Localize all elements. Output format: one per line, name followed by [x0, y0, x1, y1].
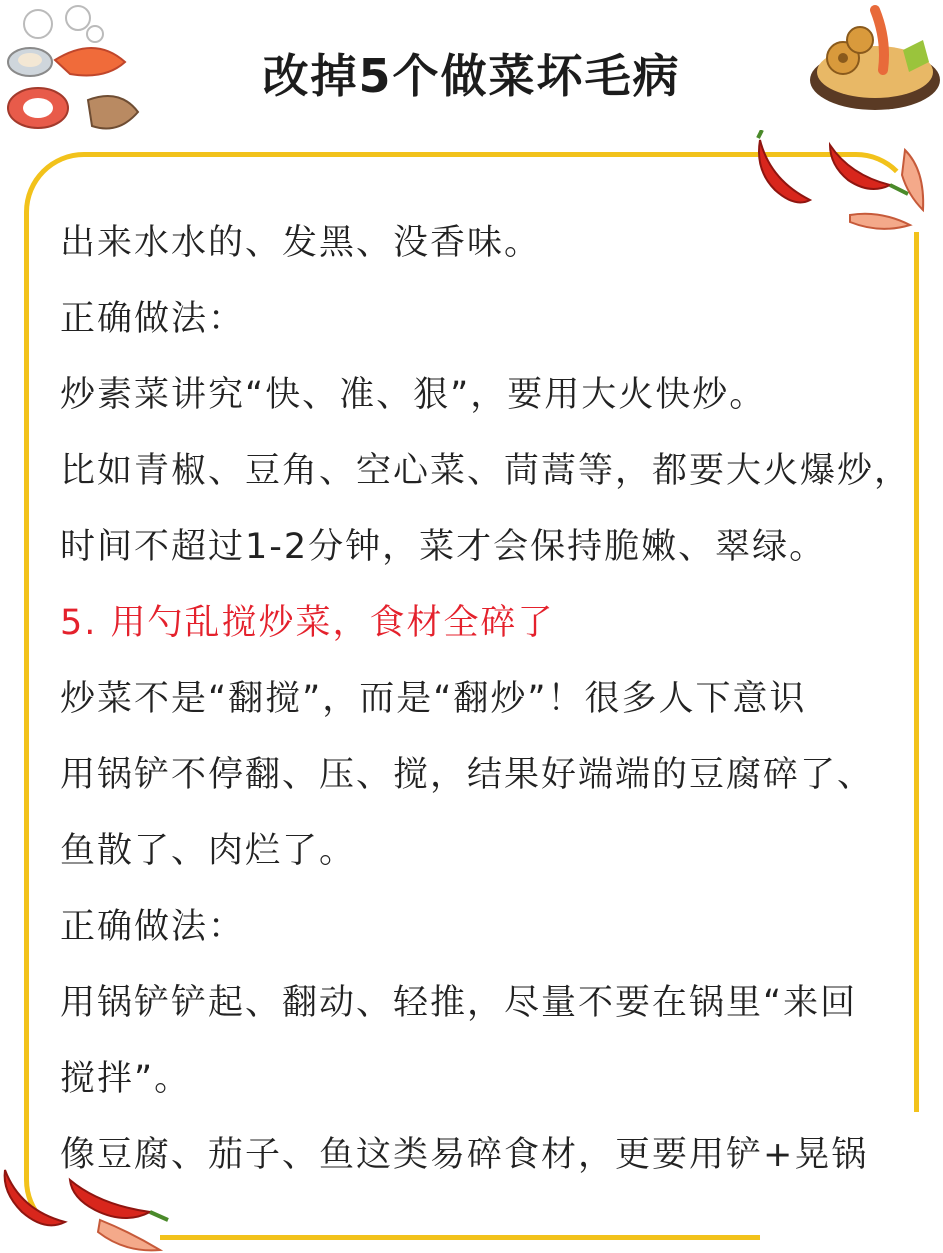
article-body: [60, 205, 912, 1193]
paragraph-line: 像豆腐、茄子、鱼这类易碎食材，更要用铲+晃锅: [60, 1135, 869, 1175]
paragraph-line: 炒素菜讲究“快、准、狠”，要用大火快炒。: [60, 375, 767, 415]
paragraph-line: 时间不超过1-2分钟，菜才会保持脆嫩、翠绿。: [60, 527, 827, 567]
paragraph-line: 用锅铲铲起、翻动、轻推，尽量不要在锅里“来回: [60, 983, 858, 1023]
page-title: 改掉5个做菜坏毛病: [262, 49, 681, 103]
paragraph-line: 出来水水的、发黑、没香味。: [60, 223, 542, 263]
paragraph-line: 正确做法：: [60, 299, 246, 339]
frame-bottom-edge: [160, 1235, 760, 1240]
section-heading: 5. 用勺乱搅炒菜，食材全碎了: [60, 603, 555, 643]
frame-right-edge: [914, 232, 919, 1112]
paragraph-line: 鱼散了、肉烂了。: [60, 831, 357, 871]
paragraph-line: 搅拌”。: [60, 1059, 192, 1099]
paragraph-line: 比如青椒、豆角、空心菜、茼蒿等，都要大火爆炒，: [60, 451, 912, 491]
paragraph-line: 正确做法：: [60, 907, 246, 947]
paragraph-line: 炒菜不是“翻搅”，而是“翻炒”！很多人下意识: [60, 679, 807, 719]
paragraph-line: 用锅铲不停翻、压、搅，结果好端端的豆腐碎了、: [60, 755, 875, 795]
